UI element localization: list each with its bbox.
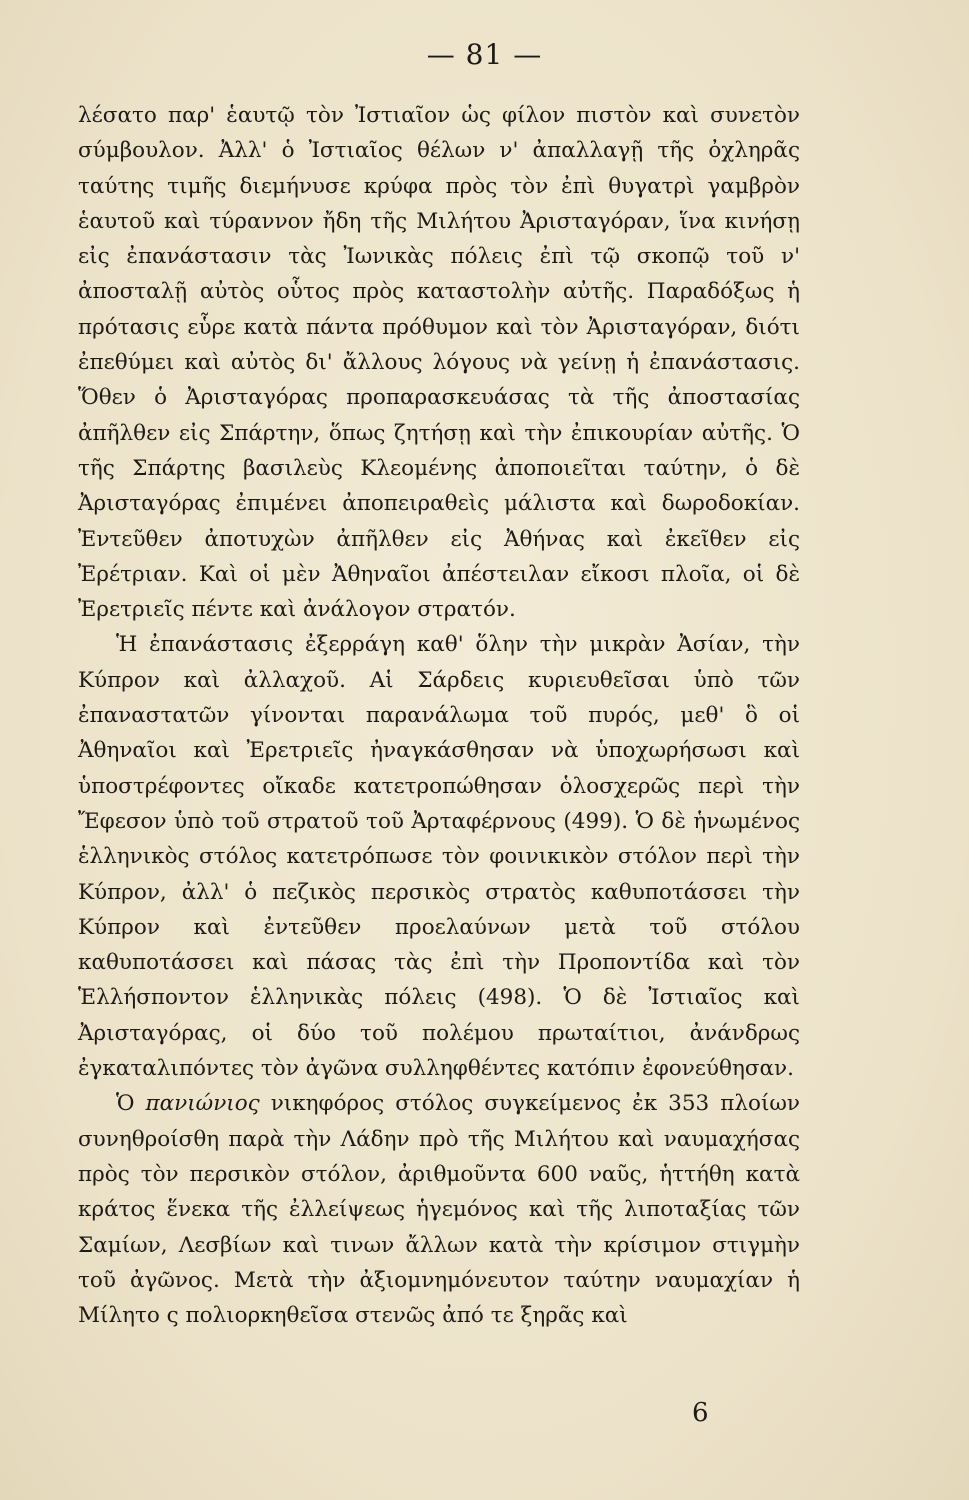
paragraph-1-text: λέσατο παρ' ἑαυτῷ τὸν Ἰστιαῖον ὡς φίλον πιστὸν καὶ συνετὸν σύμβουλον. Ἀλλ' ὁ Ἰστιαῖος θέλων ν' ἀπαλλαγῇ τῆς ὀχληρᾶς ταύτης τιμῆς διεμήνυσε κρύφα πρὸς τὸν ἐπὶ θυγατρὶ γαμβρὸν ἑαυτοῦ καὶ τύραννον ἤδη τῆς Μιλήτου Ἀρισταγόραν, ἵνα κινήσῃ εἰς ἐπανάστασιν τὰς Ἰωνικὰς πόλεις ἐπὶ τῷ σκοπῷ τοῦ ν' ἀποσταλῇ αὐτὸς οὗτος πρὸς καταστολὴν αὐτῆς. Παραδόξως ἡ πρότασις εὗρε κατὰ πάντα πρόθυμον καὶ τὸν Ἀρισταγόραν, διότι ἐπεθύμει καὶ αὐτὸς δι' ἄλλους λόγους νὰ γείνῃ ἡ ἐπανάστασις. Ὅθεν ὁ Ἀρισταγόρας προπαρασκευάσας τὰ τῆς ἀποστασίας ἀπῆλθεν εἰς Σπάρτην, ὅπως ζητήσῃ καὶ τὴν ἐπικουρίαν αὐτῆς. Ὁ τῆς Σπάρτης βασιλεὺς Κλεομένης ἀποποιεῖται ταύτην, ὁ δὲ Ἀρισταγόρας ἐπιμένει ἀποπειραθεὶς μάλιστα καὶ δωροδοκίαν. Ἐντεῦθεν ἀποτυχὼν ἀπῆλθεν εἰς Ἀθήνας καὶ ἐκεῖθεν εἰς Ἐρέτριαν. Καὶ οἱ μὲν Ἀθηναῖοι ἀπέστειλαν εἴκοσι πλοῖα, οἱ δὲ Ἐρετριεῖς πέντε καὶ ἀνάλογον στρατόν. <box>78 103 800 623</box>
paragraph-3-text: νικηφόρος στόλος συγκείμενος ἐκ 353 πλοίων συνηθροίσθη παρὰ τὴν Λάδην πρὸ τῆς Μιλήτου καὶ ναυμαχήσας πρὸς τὸν περσικὸν στόλον, ἀριθμοῦντα 600 ναῦς, ἡττήθη κατὰ κράτος ἕνεκα τῆς ἐλλείψεως ἡγεμόνος καὶ τῆς λιποταξίας τῶν Σαμίων, Λεσβίων καὶ τινων ἄλλων κατὰ τὴν κρίσιμον στιγμὴν τοῦ ἀγῶνος. Μετὰ τὴν ἀξιομνημόνευτον ταύτην ναυμαχίαν ἡ Μίλητο ς πολιορκηθεῖσα στενῶς ἀπό τε ξηρᾶς καὶ <box>78 1091 800 1329</box>
page-number: — 81 — <box>426 38 543 71</box>
paragraph-2-text: Ἡ ἐπανάστασις ἐξερράγη καθ' ὅλην τὴν μικρὰν Ἀσίαν, τὴν Κύπρον καὶ ἀλλαχοῦ. Αἱ Σάρδεις κυριευθεῖσαι ὑπὸ τῶν ἐπαναστατῶν γίνονται παρανάλωμα τοῦ πυρός, μεθ' ὃ οἱ Ἀθηναῖοι καὶ Ἐρετριεῖς ἠναγκάσθησαν νὰ ὑποχωρήσωσι καὶ ὑποστρέφοντες οἴκαδε κατετροπώθησαν ὁλοσχερῶς περὶ τὴν Ἔφεσον ὑπὸ τοῦ στρατοῦ τοῦ Ἀρταφέρνους (499). Ὁ δὲ ἡνωμένος ἑλληνικὸς στόλος κατετρόπωσε τὸν φοινικικὸν στόλον περὶ τὴν Κύπρον, ἀλλ' ὁ πεζικὸς περσικὸς στρατὸς καθυποτάσσει τὴν Κύπρον καὶ ἐντεῦθεν προελαύνων μετὰ τοῦ στόλου καθυποτάσσει καὶ πάσας τὰς ἐπὶ τὴν Προποντίδα καὶ τὸν Ἑλλήσποντον ἑλληνικὰς πόλεις (498). Ὁ δὲ Ἰστιαῖος καὶ Ἀρισταγόρας, οἱ δύο τοῦ πολέμου πρωταίτιοι, ἀνάνδρως ἐγκαταλιπόντες τὸν ἀγῶνα συλληφθέντες κατόπιν ἐφονεύθησαν. <box>78 632 800 1082</box>
body-text <box>78 98 800 1333</box>
paragraph-3 <box>78 1086 800 1333</box>
paragraph-3-lead: Ὁ <box>116 1091 146 1117</box>
paragraph-3-italic-term: πανιώνιος <box>145 1091 260 1117</box>
signature-mark: 6 <box>692 1398 709 1428</box>
paragraph-2 <box>78 627 800 1086</box>
paragraph-1 <box>78 98 800 627</box>
